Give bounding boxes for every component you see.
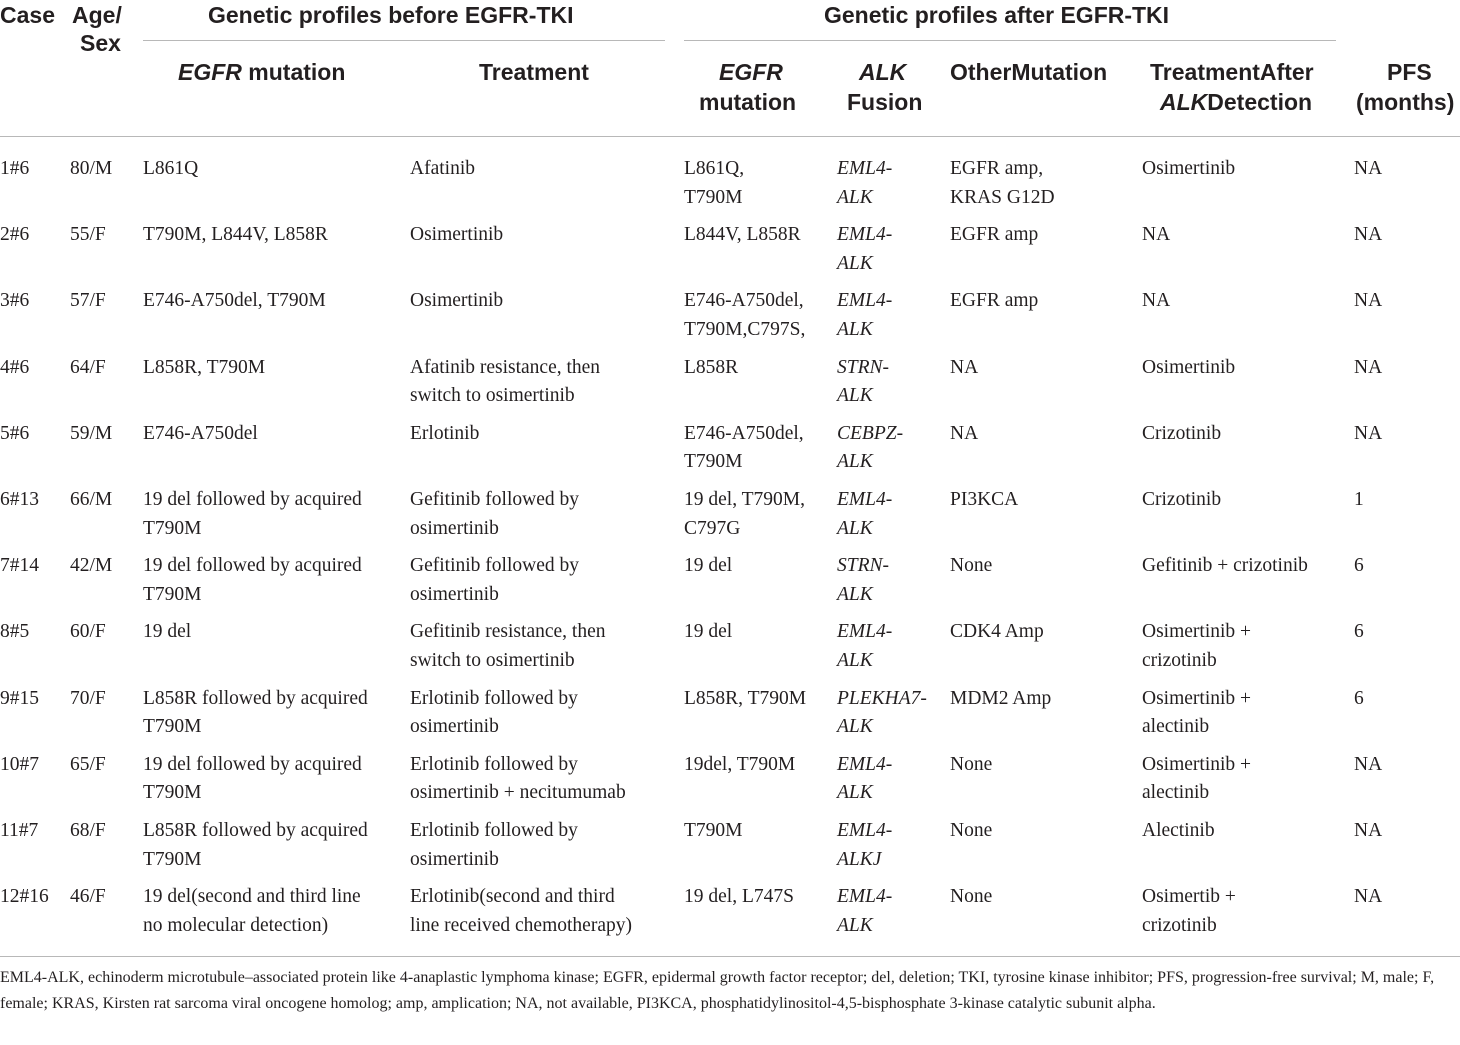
cell-treatment-after: Alectinib	[1142, 820, 1215, 841]
cell-treatment: osimertinib	[410, 848, 499, 870]
cell-alk-fusion: EML4-	[837, 753, 893, 775]
header-alk-2: Fusion	[847, 89, 923, 115]
header-group-after: Genetic profiles after EGFR-TKI	[824, 2, 1170, 28]
cell-treatment-after: Crizotinib	[1142, 489, 1222, 510]
cell-egfr-after: C797G	[684, 517, 741, 539]
cell-egfr-before: L858R followed by acquired	[143, 820, 368, 841]
cell-treatment-after: Gefitinib + crizotinib	[1142, 555, 1308, 577]
cell-case: 11#7	[0, 820, 39, 841]
cell-other-mutation: NA	[950, 422, 979, 444]
cell-egfr-after: 19 del, T790M,	[684, 489, 805, 510]
cell-egfr-after: T790M	[684, 186, 743, 208]
cell-age-sex: 64/F	[70, 356, 106, 378]
cell-pfs: NA	[1354, 158, 1383, 179]
cell-egfr-before: E746-A750del, T790M	[143, 290, 326, 312]
cell-case: 2#6	[0, 224, 30, 246]
cell-treatment: Afatinib resistance, then	[410, 356, 601, 378]
cell-treatment: osimertinib	[410, 583, 499, 605]
cell-alk-fusion: ALK	[837, 252, 873, 274]
cell-pfs: 1	[1354, 489, 1364, 510]
cell-pfs: NA	[1354, 356, 1383, 378]
cell-egfr-after: 19del, T790M	[684, 753, 796, 775]
cell-alk-fusion: EML4-	[837, 224, 893, 246]
cell-other-mutation: EGFR amp,	[950, 158, 1044, 179]
header-before-egfr: EGFR mutation	[178, 59, 346, 85]
cell-alk-fusion: ALK	[837, 583, 873, 605]
cell-other-mutation: PI3KCA	[950, 489, 1019, 510]
cell-alk-fusion: EML4-	[837, 158, 893, 179]
cell-treatment: Osimertinib	[410, 290, 504, 312]
cell-other-mutation: MDM2 Amp	[950, 687, 1052, 709]
cell-egfr-before: T790M	[143, 716, 202, 738]
cell-alk-fusion: ALKJ	[837, 848, 882, 870]
cell-other-mutation: None	[950, 753, 993, 775]
cell-alk-fusion: EML4-	[837, 489, 893, 510]
cell-age-sex: 55/F	[70, 224, 106, 246]
cell-alk-fusion: ALK	[837, 782, 873, 804]
header-bottom-rule	[0, 136, 1460, 137]
cell-treatment-after: NA	[1142, 290, 1171, 312]
cell-other-mutation: EGFR amp	[950, 290, 1039, 312]
cell-treatment: switch to osimertinib	[410, 385, 575, 407]
cell-pfs: 6	[1354, 555, 1364, 577]
cell-alk-fusion: CEBPZ-	[837, 422, 904, 444]
cell-other-mutation: None	[950, 555, 993, 577]
cell-pfs: NA	[1354, 820, 1383, 841]
cell-egfr-before: no molecular detection)	[143, 914, 329, 936]
cell-treatment-after: alectinib	[1142, 782, 1210, 804]
cell-alk-fusion: STRN-	[837, 555, 890, 577]
cell-treatment-after: Crizotinib	[1142, 422, 1222, 444]
cell-egfr-before: E746-A750del	[143, 422, 258, 444]
cell-age-sex: 68/F	[70, 820, 106, 841]
cell-treatment-after: Osimertinib +	[1142, 621, 1252, 643]
cell-egfr-after: L858R	[684, 356, 739, 378]
cell-egfr-before: 19 del(second and third line	[143, 886, 361, 908]
table-footnote: EML4-ALK, echinoderm microtubule–associated protein like 4-anaplastic lymphoma kinase; EGFR, epidermal growth factor receptor; del, deletion; TKI, tyrosine kinase inhibitor; PFS, progression-free survival; M, male; F, female; KRAS, Kirsten rat sarcoma viral oncogene homolog; amp, amplication; NA, not available, PI3KCA, phosphatidylinositol-4,5-bisphosphate 3-kinase catalytic subunit alpha.	[0, 969, 1435, 1012]
cell-age-sex: 57/F	[70, 290, 106, 312]
cell-treatment: switch to osimertinib	[410, 649, 575, 671]
cell-age-sex: 80/M	[70, 158, 113, 179]
cell-egfr-after: 19 del, L747S	[684, 886, 794, 908]
cell-other-mutation: None	[950, 886, 993, 908]
cell-pfs: NA	[1354, 886, 1383, 908]
cell-egfr-before: T790M	[143, 583, 202, 605]
cell-pfs: NA	[1354, 422, 1383, 444]
cell-treatment-after: NA	[1142, 224, 1171, 246]
cell-egfr-before: 19 del followed by acquired	[143, 489, 362, 510]
cell-pfs: 6	[1354, 621, 1364, 643]
cell-alk-fusion: ALK	[837, 914, 873, 936]
cell-alk-fusion: STRN-	[837, 356, 890, 378]
cell-treatment: Erlotinib(second and third	[410, 886, 615, 908]
header-pfs-1: PFS	[1387, 59, 1432, 85]
cell-case: 6#13	[0, 489, 39, 510]
cell-egfr-before: 19 del	[143, 621, 192, 643]
header-pfs-2: (months)	[1356, 89, 1455, 115]
cell-age-sex: 65/F	[70, 753, 106, 775]
cell-alk-fusion: ALK	[837, 186, 873, 208]
header-alk-1: ALK	[859, 59, 907, 85]
header-age-sex-1: Age/	[72, 2, 122, 28]
header-group-before: Genetic profiles before EGFR-TKI	[208, 2, 574, 28]
cell-case: 3#6	[0, 290, 30, 312]
cell-treatment: osimertinib + necitumumab	[410, 782, 626, 804]
table-bottom-rule	[0, 956, 1460, 957]
cell-treatment-after: crizotinib	[1142, 914, 1217, 936]
header-case: Case	[0, 2, 55, 28]
group-after-rule	[684, 40, 1336, 41]
cell-case: 5#6	[0, 422, 30, 444]
cell-case: 9#15	[0, 687, 39, 709]
cell-other-mutation: CDK4 Amp	[950, 621, 1044, 643]
cell-pfs: NA	[1354, 290, 1383, 312]
cell-pfs: NA	[1354, 753, 1383, 775]
cell-case: 4#6	[0, 356, 30, 378]
cell-age-sex: 59/M	[70, 422, 113, 444]
cell-egfr-before: T790M, L844V, L858R	[143, 224, 328, 246]
cell-alk-fusion: EML4-	[837, 820, 893, 841]
cell-egfr-before: T790M	[143, 848, 202, 870]
header-before-treatment: Treatment	[479, 59, 589, 85]
cell-treatment: Afatinib	[410, 158, 475, 179]
cell-treatment: Gefitinib resistance, then	[410, 621, 606, 643]
cell-pfs: 6	[1354, 687, 1364, 709]
cell-egfr-before: L858R, T790M	[143, 356, 266, 378]
cell-egfr-before: T790M	[143, 517, 202, 539]
cell-egfr-before: L861Q	[143, 158, 199, 179]
cell-egfr-after: L858R, T790M	[684, 687, 807, 709]
cell-age-sex: 46/F	[70, 886, 106, 908]
cell-alk-fusion: ALK	[837, 318, 873, 340]
header-treatment-after-2: ALKDetection	[1160, 89, 1313, 115]
cell-egfr-after: L844V, L858R	[684, 224, 801, 246]
cell-alk-fusion: ALK	[837, 385, 873, 407]
cell-alk-fusion: ALK	[837, 716, 873, 738]
cell-other-mutation: KRAS G12D	[950, 186, 1055, 208]
cell-treatment-after: Osimertinib +	[1142, 753, 1252, 775]
cell-alk-fusion: ALK	[837, 517, 873, 539]
cell-age-sex: 66/M	[70, 489, 113, 510]
header-after-egfr-1: EGFR	[719, 59, 783, 85]
cell-egfr-after: 19 del	[684, 555, 733, 577]
cell-treatment-after: crizotinib	[1142, 649, 1217, 671]
cell-treatment-after: Osimertinib +	[1142, 687, 1252, 709]
cell-egfr-before: T790M	[143, 782, 202, 804]
cell-egfr-before: 19 del followed by acquired	[143, 555, 362, 577]
cell-treatment-after: alectinib	[1142, 716, 1210, 738]
group-before-rule	[143, 40, 665, 41]
cell-other-mutation: EGFR amp	[950, 224, 1039, 246]
cell-egfr-after: 19 del	[684, 621, 733, 643]
cell-case: 1#6	[0, 158, 30, 179]
cell-case: 12#16	[0, 886, 49, 908]
cell-egfr-after: T790M	[684, 820, 743, 841]
cell-other-mutation: NA	[950, 356, 979, 378]
cell-egfr-after: E746-A750del,	[684, 422, 804, 444]
cell-treatment: Erlotinib followed by	[410, 820, 578, 841]
cell-treatment: osimertinib	[410, 716, 499, 738]
cell-alk-fusion: ALK	[837, 649, 873, 671]
cell-egfr-before: L858R followed by acquired	[143, 687, 368, 709]
cell-alk-fusion: PLEKHA7-	[837, 687, 927, 709]
cell-pfs: NA	[1354, 224, 1383, 246]
cell-treatment: Osimertinib	[410, 224, 504, 246]
cell-age-sex: 60/F	[70, 621, 106, 643]
cell-treatment-after: Osimertinib	[1142, 158, 1236, 179]
cell-egfr-after: T790M	[684, 451, 743, 473]
cell-treatment: Erlotinib followed by	[410, 687, 578, 709]
cell-other-mutation: None	[950, 820, 993, 841]
cell-age-sex: 42/M	[70, 555, 113, 577]
cell-alk-fusion: EML4-	[837, 621, 893, 643]
header-after-egfr-2: mutation	[699, 89, 797, 115]
cell-case: 8#5	[0, 621, 30, 643]
cell-alk-fusion: ALK	[837, 451, 873, 473]
cell-treatment: Erlotinib	[410, 422, 480, 444]
cell-treatment: osimertinib	[410, 517, 499, 539]
header-treatment-after-1: TreatmentAfter	[1150, 59, 1314, 85]
header-other-mutation: OtherMutation	[950, 59, 1108, 85]
cell-egfr-before: 19 del followed by acquired	[143, 753, 362, 775]
cell-treatment: line received chemotherapy)	[410, 914, 632, 936]
cell-case: 7#14	[0, 555, 39, 577]
cell-treatment: Gefitinib followed by	[410, 555, 579, 577]
cell-case: 10#7	[0, 753, 39, 775]
cell-age-sex: 70/F	[70, 687, 106, 709]
cell-treatment-after: Osimertib +	[1142, 886, 1236, 908]
cell-egfr-after: L861Q,	[684, 158, 745, 179]
cell-alk-fusion: EML4-	[837, 290, 893, 312]
cell-treatment-after: Osimertinib	[1142, 356, 1236, 378]
cell-treatment: Erlotinib followed by	[410, 753, 578, 775]
cell-alk-fusion: EML4-	[837, 886, 893, 908]
cell-egfr-after: T790M,C797S,	[684, 318, 806, 340]
cell-egfr-after: E746-A750del,	[684, 290, 804, 312]
header-age-sex-2: Sex	[80, 30, 121, 56]
cell-treatment: Gefitinib followed by	[410, 489, 579, 510]
